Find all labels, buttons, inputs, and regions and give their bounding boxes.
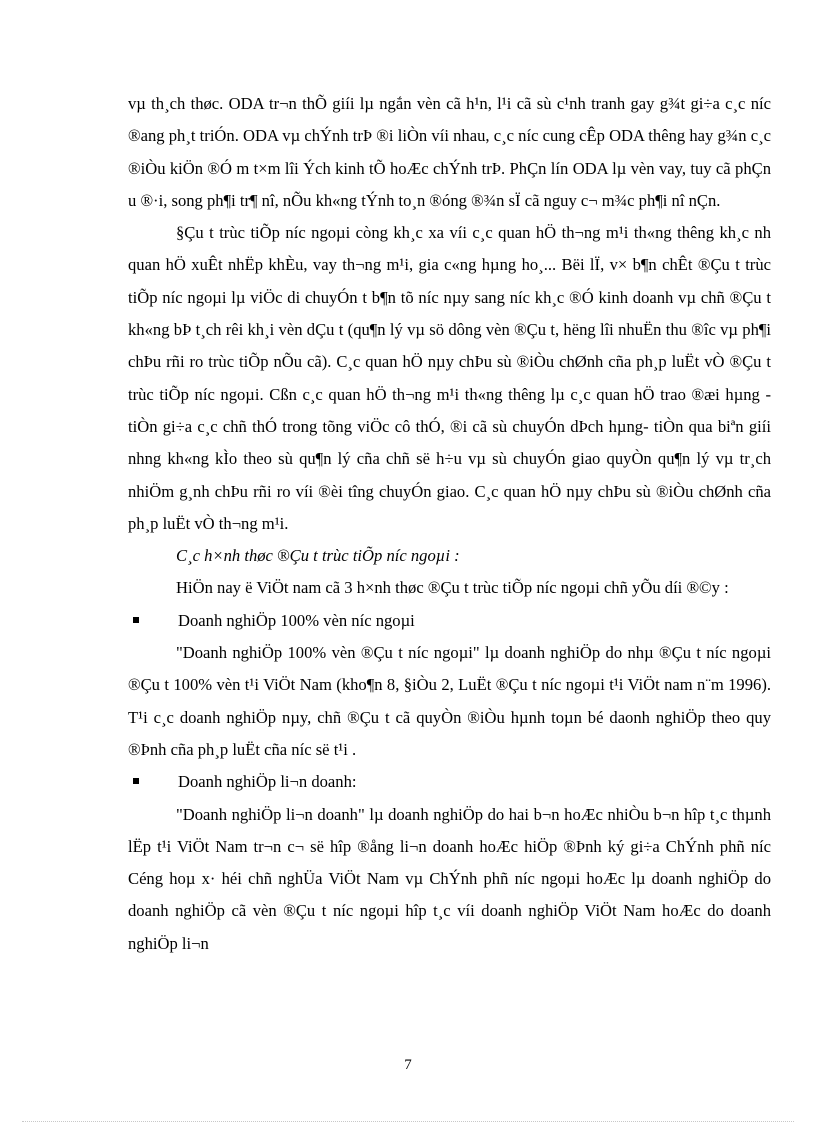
bullet-label: Doanh nghiÖp 100% vèn níc ngoµi xyxy=(178,610,415,630)
body-text xyxy=(128,88,771,960)
paragraph-joint-venture-definition: "Doanh nghiÖp li¬n doanh" lµ doanh nghiÖp do hai b¬n hoÆc nhiÒu b¬n hîp t¸c thµnh lËp t¹i ViÖt Nam tr¬n c¬ së hîp ®ång li¬n doanh hoÆc hiÖp ®Þnh ký gi÷a ChÝnh phñ níc Céng hoµ x· héi chñ nghÜa ViÖt Nam vµ ChÝnh phñ níc ngoµi hoÆc lµ doanh nghiÖp do doanh nghiÖp cã vèn ®Çu t níc ngoµi hîp t¸c víi doanh nghiÖp ViÖt Nam hoÆc do doanh nghiÖp li¬n xyxy=(128,804,771,953)
paragraph-three-forms: HiÖn nay ë ViÖt nam cã 3 h×nh thøc ®Çu t trùc tiÕp níc ngoµi chñ yÕu díi ®©y : xyxy=(176,578,729,598)
paragraph-foreign-owned-definition: "Doanh nghiÖp 100% vèn ®Çu t níc ngoµi" lµ doanh nghiÖp do nhµ ®Çu t níc ngoµi ®Çu t 100% vèn t¹i ViÖt Nam (kho¶n 8, §iÒu 2, LuËt ®Çu t níc ngoµi t¹i ViÖt nam n¨m 1996). T¹i c¸c doanh nghiÖp nµy, chñ ®Çu t cã quyÒn ®iÒu hµnh toµn bé daonh nghiÖp theo quy ®Þnh cña ph¸p luËt cña níc së t¹i . xyxy=(128,643,771,759)
paragraph-fdi-comparison: §Çu t trùc tiÕp níc ngoµi còng kh¸c xa víi c¸c quan hÖ th¬ng m¹i th«ng thêng kh¸c nh quan hÖ xuÊt nhËp khÈu, vay th¬ng m¹i, gia c«ng hµng ho¸... Bëi lÏ, v× b¶n chÊt ®Çu t trùc tiÕp níc ngoµi lµ viÖc di chuyÓn t b¶n tõ níc nµy sang níc kh¸c ®Ó kinh doanh vµ chñ ®Çu t kh«ng bÞ t¸ch rêi kh¸i vèn dÇu t (qu¶n lý vµ sö dông vèn ®Çu t, hëng lîi nhuËn thu ®îc vµ ph¶i chÞu rñi ro trùc tiÕp nÕu cã). C¸c quan hÖ nµy chÞu sù ®iÒu chØnh cña ph¸p luËt vÒ ®Çu t trùc tiÕp níc ngoµi. Cßn c¸c quan hÖ th¬ng m¹i th«ng thêng lµ c¸c quan hÖ trao ®æi hµng -tiÒn gi÷a c¸c chñ thÓ trong tõng viÖc cô thÓ, ®i cã sù chuyÓn dÞch hµng- tiÒn qua biªn giíi nhng kh«ng kÌo theo sù qu¶n lý cña chñ së h÷u vµ sù chuyÓn giao quyÒn qu¶n lý vµ tr¸ch nhiÖm g¸nh chÞu rñi ro víi ®èi tîng chuyÓn giao. C¸c quan hÖ nµy chÞu sù ®iÒu chØnh cña ph¸p luËt vÒ th¬ng m¹i. xyxy=(128,223,771,533)
bullet-item-joint-venture xyxy=(128,766,771,798)
page-number: 7 xyxy=(404,1057,412,1073)
paragraph-continuation: vµ th¸ch thøc. ODA tr¬n thÕ giíi lµ ngắn vèn cã h¹n, l¹i cã sù c¹nh tranh gay g¾t gi÷a c¸c níc ®ang ph¸t triÓn. ODA vµ chÝnh trÞ ®i liÒn víi nhau, c¸c níc cung cÊp ODA thêng hay g¾n c¸c ®iÒu kiÖn ®Ó m t×m lîi Ých kinh tÕ hoÆc chÝnh trÞ. PhÇn lín ODA lµ vèn vay, tuy cã phÇn u ®·i, song ph¶i tr¶ nî, nÕu kh«ng tÝnh to¸n ®óng ®¾n sÏ cã nguy c¬ m¾c ph¶i nî nÇn. xyxy=(128,94,771,210)
bullet-label: Doanh nghiÖp li¬n doanh: xyxy=(178,772,357,792)
square-bullet-icon xyxy=(128,766,178,798)
section-heading-fdi-forms: C¸c h×nh thøc ®Çu t trùc tiÕp níc ngoµi : xyxy=(176,546,460,566)
bullet-item-foreign-owned xyxy=(128,605,771,637)
square-bullet-icon xyxy=(128,605,178,637)
page-bottom-divider xyxy=(22,1121,794,1122)
